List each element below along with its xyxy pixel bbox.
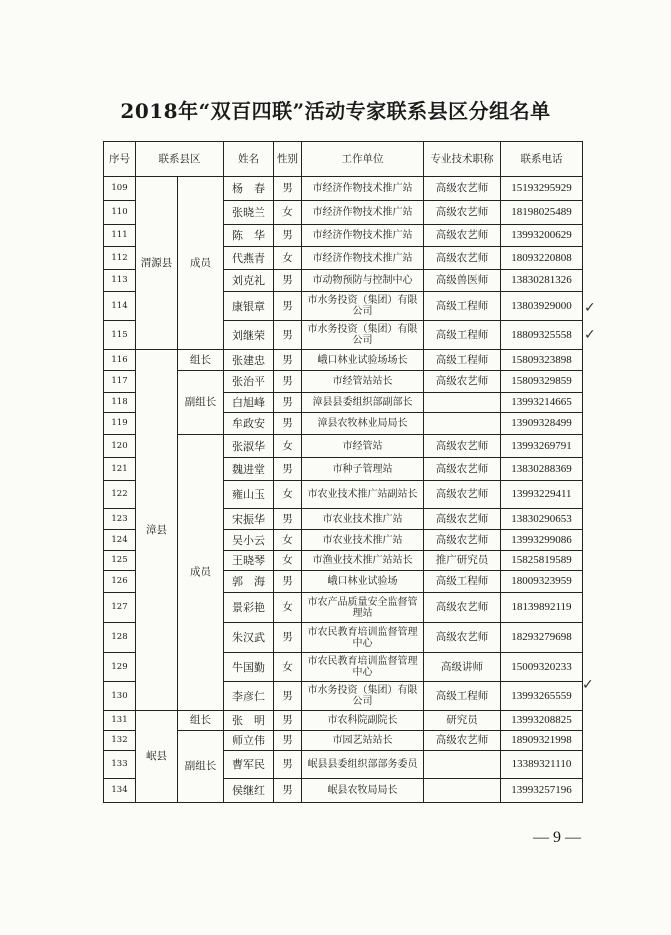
table-header-row — [104, 142, 583, 177]
header-no: 序号 — [104, 142, 136, 177]
phone-number: 13993200629 — [501, 225, 583, 247]
work-unit: 市农业技术推广站 — [302, 530, 424, 551]
handwritten-check-mark: ✓ — [584, 327, 596, 343]
professional-title — [424, 393, 501, 413]
expert-name: 张淑华 — [224, 435, 274, 458]
gender: 男 — [274, 711, 302, 731]
phone-number: 13993208825 — [501, 711, 583, 731]
gender: 男 — [274, 413, 302, 435]
work-unit: 市经济作物技术推广站 — [302, 201, 424, 225]
row-number: 121 — [104, 458, 136, 481]
expert-name: 刘克礼 — [224, 270, 274, 292]
row-number: 116 — [104, 350, 136, 371]
gender: 男 — [274, 682, 302, 711]
phone-number: 13993214665 — [501, 393, 583, 413]
gender: 女 — [274, 481, 302, 509]
row-number: 131 — [104, 711, 136, 731]
work-unit: 峨口林业试验场场长 — [302, 350, 424, 371]
row-number: 124 — [104, 530, 136, 551]
gender: 男 — [274, 371, 302, 393]
row-number: 132 — [104, 731, 136, 751]
table-row — [104, 350, 583, 371]
professional-title — [424, 779, 501, 803]
gender: 男 — [274, 292, 302, 321]
gender: 女 — [274, 551, 302, 571]
professional-title: 高级农艺师 — [424, 509, 501, 530]
document-title: 2018年“双百四联”活动专家联系县区分组名单 — [120, 99, 551, 123]
expert-name: 张晓兰 — [224, 201, 274, 225]
row-number: 122 — [104, 481, 136, 509]
expert-name: 景彩艳 — [224, 593, 274, 623]
role-cell: 组长 — [178, 711, 224, 731]
expert-name: 曹军民 — [224, 751, 274, 779]
phone-number: 18909321998 — [501, 731, 583, 751]
expert-name: 王晓琴 — [224, 551, 274, 571]
handwritten-check-mark: ✓ — [584, 300, 596, 316]
professional-title: 高级农艺师 — [424, 435, 501, 458]
role-cell: 成员 — [178, 177, 224, 350]
professional-title: 高级农艺师 — [424, 731, 501, 751]
row-number: 109 — [104, 177, 136, 201]
professional-title: 高级农艺师 — [424, 201, 501, 225]
expert-name: 张建忠 — [224, 350, 274, 371]
work-unit: 市农民教育培训监督管理中心 — [302, 653, 424, 682]
work-unit: 岷县县委组织部部务委员 — [302, 751, 424, 779]
phone-number: 13830290653 — [501, 509, 583, 530]
gender: 男 — [274, 571, 302, 593]
header-county: 联系县区 — [136, 142, 224, 177]
gender: 男 — [274, 270, 302, 292]
professional-title: 高级农艺师 — [424, 458, 501, 481]
row-number: 113 — [104, 270, 136, 292]
role-cell: 成员 — [178, 435, 224, 711]
professional-title: 高级兽医师 — [424, 270, 501, 292]
gender: 男 — [274, 177, 302, 201]
gender: 男 — [274, 509, 302, 530]
expert-name: 白旭峰 — [224, 393, 274, 413]
phone-number: 13830288369 — [501, 458, 583, 481]
row-number: 120 — [104, 435, 136, 458]
phone-number: 13993265559 — [501, 682, 583, 711]
expert-name: 李彦仁 — [224, 682, 274, 711]
phone-number: 13389321110 — [501, 751, 583, 779]
expert-name: 宋振华 — [224, 509, 274, 530]
expert-name: 张 明 — [224, 711, 274, 731]
professional-title: 高级农艺师 — [424, 593, 501, 623]
gender: 女 — [274, 593, 302, 623]
gender: 男 — [274, 731, 302, 751]
row-number: 115 — [104, 321, 136, 350]
gender: 男 — [274, 458, 302, 481]
header-phone: 联系电话 — [501, 142, 583, 177]
header-title: 专业技术职称 — [424, 142, 501, 177]
professional-title: 高级农艺师 — [424, 177, 501, 201]
expert-name: 康银章 — [224, 292, 274, 321]
work-unit: 市水务投资（集团）有限公司 — [302, 682, 424, 711]
row-number: 112 — [104, 247, 136, 270]
work-unit: 市农产品质量安全监督管理站 — [302, 593, 424, 623]
gender: 男 — [274, 751, 302, 779]
row-number: 123 — [104, 509, 136, 530]
row-number: 117 — [104, 371, 136, 393]
row-number: 128 — [104, 623, 136, 653]
phone-number: 13993269791 — [501, 435, 583, 458]
professional-title: 高级农艺师 — [424, 225, 501, 247]
expert-name: 师立伟 — [224, 731, 274, 751]
table-row — [104, 711, 583, 731]
work-unit: 漳县农牧林业局局长 — [302, 413, 424, 435]
professional-title: 高级工程师 — [424, 571, 501, 593]
work-unit: 市经管站 — [302, 435, 424, 458]
expert-name: 魏进堂 — [224, 458, 274, 481]
row-number: 127 — [104, 593, 136, 623]
row-number: 118 — [104, 393, 136, 413]
expert-name: 张治平 — [224, 371, 274, 393]
work-unit: 市经济作物技术推广站 — [302, 225, 424, 247]
expert-name: 郭 海 — [224, 571, 274, 593]
work-unit: 市农业技术推广站 — [302, 509, 424, 530]
expert-name: 牟政安 — [224, 413, 274, 435]
role-cell: 副组长 — [178, 371, 224, 435]
expert-name: 代燕青 — [224, 247, 274, 270]
gender: 男 — [274, 321, 302, 350]
phone-number: 18093220808 — [501, 247, 583, 270]
work-unit: 市农业技术推广站副站长 — [302, 481, 424, 509]
work-unit: 市农民教育培训监督管理中心 — [302, 623, 424, 653]
gender: 男 — [274, 393, 302, 413]
phone-number: 13909328499 — [501, 413, 583, 435]
phone-number: 15809323898 — [501, 350, 583, 371]
row-number: 111 — [104, 225, 136, 247]
phone-number: 15825819589 — [501, 551, 583, 571]
row-number: 126 — [104, 571, 136, 593]
row-number: 114 — [104, 292, 136, 321]
expert-name: 吴小云 — [224, 530, 274, 551]
gender: 男 — [274, 779, 302, 803]
professional-title: 高级工程师 — [424, 682, 501, 711]
row-number: 110 — [104, 201, 136, 225]
professional-title: 高级农艺师 — [424, 371, 501, 393]
county-cell: 漳县 — [136, 350, 178, 711]
phone-number: 18009323959 — [501, 571, 583, 593]
page-number: — 9 — — [533, 829, 581, 846]
row-number: 119 — [104, 413, 136, 435]
work-unit: 市种子管理站 — [302, 458, 424, 481]
professional-title: 高级农艺师 — [424, 530, 501, 551]
professional-title — [424, 413, 501, 435]
phone-number: 13830281326 — [501, 270, 583, 292]
professional-title: 高级工程师 — [424, 292, 501, 321]
expert-roster-table — [103, 141, 583, 803]
work-unit: 市渔业技术推广站站长 — [302, 551, 424, 571]
county-cell: 渭源县 — [136, 177, 178, 350]
gender: 女 — [274, 653, 302, 682]
gender: 女 — [274, 530, 302, 551]
expert-name: 刘继荣 — [224, 321, 274, 350]
work-unit: 市经济作物技术推广站 — [302, 247, 424, 270]
expert-name: 牛国勤 — [224, 653, 274, 682]
work-unit: 市经管站站长 — [302, 371, 424, 393]
role-cell: 副组长 — [178, 731, 224, 803]
expert-name: 陈 华 — [224, 225, 274, 247]
handwritten-check-mark: ✓ — [582, 677, 594, 693]
gender: 女 — [274, 247, 302, 270]
row-number: 130 — [104, 682, 136, 711]
professional-title: 高级农艺师 — [424, 247, 501, 270]
phone-number: 18139892119 — [501, 593, 583, 623]
professional-title: 推广研究员 — [424, 551, 501, 571]
row-number: 125 — [104, 551, 136, 571]
table-row — [104, 177, 583, 201]
header-unit: 工作单位 — [302, 142, 424, 177]
gender: 女 — [274, 201, 302, 225]
row-number: 129 — [104, 653, 136, 682]
work-unit: 市经济作物技术推广站 — [302, 177, 424, 201]
phone-number: 15809329859 — [501, 371, 583, 393]
expert-name: 杨 春 — [224, 177, 274, 201]
role-cell: 组长 — [178, 350, 224, 371]
row-number: 133 — [104, 751, 136, 779]
work-unit: 漳县县委组织部副部长 — [302, 393, 424, 413]
header-name: 姓名 — [224, 142, 274, 177]
professional-title: 高级讲师 — [424, 653, 501, 682]
gender: 女 — [274, 435, 302, 458]
work-unit: 市动物预防与控制中心 — [302, 270, 424, 292]
professional-title: 研究员 — [424, 711, 501, 731]
phone-number: 18198025489 — [501, 201, 583, 225]
expert-name: 朱汉武 — [224, 623, 274, 653]
professional-title: 高级工程师 — [424, 321, 501, 350]
expert-name: 侯继红 — [224, 779, 274, 803]
phone-number: 13803929000 — [501, 292, 583, 321]
phone-number: 18293279698 — [501, 623, 583, 653]
row-number: 134 — [104, 779, 136, 803]
phone-number: 18809325558 — [501, 321, 583, 350]
professional-title: 高级工程师 — [424, 350, 501, 371]
work-unit: 岷县农牧局局长 — [302, 779, 424, 803]
phone-number: 13993257196 — [501, 779, 583, 803]
work-unit: 市园艺站站长 — [302, 731, 424, 751]
work-unit: 峨口林业试验场 — [302, 571, 424, 593]
header-gender: 性别 — [274, 142, 302, 177]
gender: 男 — [274, 225, 302, 247]
phone-number: 13993299086 — [501, 530, 583, 551]
professional-title: 高级农艺师 — [424, 623, 501, 653]
work-unit: 市水务投资（集团）有限公司 — [302, 321, 424, 350]
work-unit: 市水务投资（集团）有限公司 — [302, 292, 424, 321]
phone-number: 13993229411 — [501, 481, 583, 509]
expert-name: 雍山玉 — [224, 481, 274, 509]
gender: 男 — [274, 623, 302, 653]
work-unit: 市农科院副院长 — [302, 711, 424, 731]
county-cell: 岷县 — [136, 711, 178, 803]
phone-number: 15009320233 — [501, 653, 583, 682]
phone-number: 15193295929 — [501, 177, 583, 201]
professional-title — [424, 751, 501, 779]
professional-title: 高级农艺师 — [424, 481, 501, 509]
gender: 男 — [274, 350, 302, 371]
